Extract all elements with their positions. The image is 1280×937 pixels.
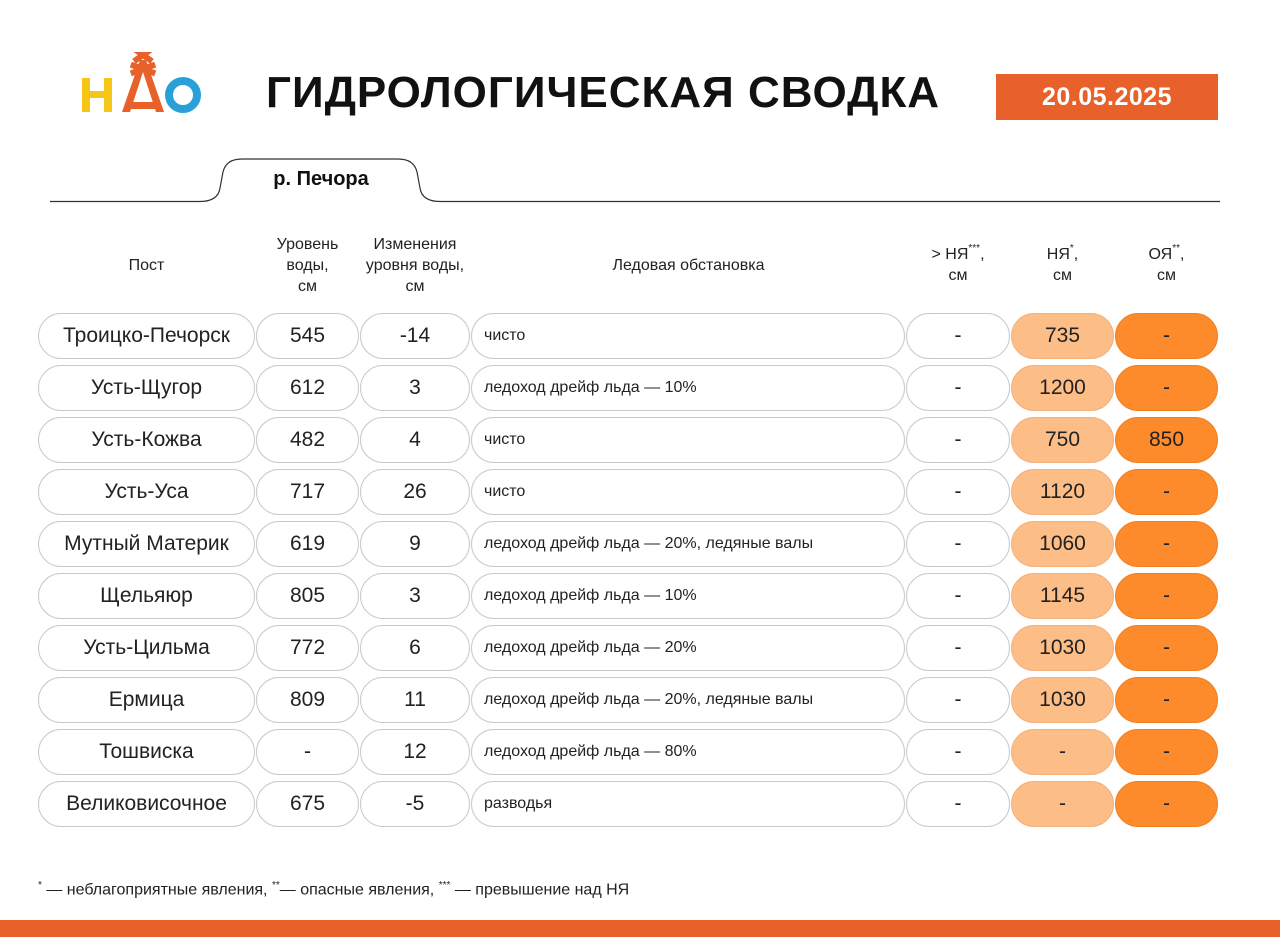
post-cell: Тошвиска: [38, 729, 255, 775]
page-title: ГИДРОЛОГИЧЕСКАЯ СВОДКА: [266, 68, 941, 117]
col-header-over-nya: > НЯ***, см: [931, 243, 985, 284]
over-nya-cell: -: [906, 313, 1010, 359]
col-header-ice: Ледовая обстановка: [612, 256, 765, 274]
logo-letter-o: [169, 81, 197, 109]
ice-cell: чисто: [471, 313, 905, 359]
ice-cell: ледоход дрейф льда — 20%: [471, 625, 905, 671]
level-cell: 545: [256, 313, 359, 359]
col-header-level: Уровень воды, см: [276, 235, 339, 295]
logo-letter-a: [122, 52, 164, 112]
change-cell: 12: [360, 729, 470, 775]
level-cell: -: [256, 729, 359, 775]
oya-cell: 850: [1115, 417, 1218, 463]
nya-cell: 1145: [1011, 573, 1114, 619]
ice-cell: ледоход дрейф льда — 10%: [471, 365, 905, 411]
ice-cell: чисто: [471, 417, 905, 463]
ice-cell: ледоход дрейф льда — 20%, ледяные валы: [471, 521, 905, 567]
change-cell: 11: [360, 677, 470, 723]
ice-cell: разводья: [471, 781, 905, 827]
change-cell: 26: [360, 469, 470, 515]
oya-cell: -: [1115, 365, 1218, 411]
nya-cell: 735: [1011, 313, 1114, 359]
post-cell: Усть-Уса: [38, 469, 255, 515]
over-nya-cell: -: [906, 781, 1010, 827]
col-header-change: Изменения уровня воды, см: [365, 235, 465, 295]
level-cell: 805: [256, 573, 359, 619]
post-cell: Усть-Цильма: [38, 625, 255, 671]
change-cell: 3: [360, 573, 470, 619]
river-tab[interactable]: р. Печора: [273, 168, 369, 190]
col-header-post: Пост: [128, 256, 165, 274]
change-cell: 4: [360, 417, 470, 463]
level-cell: 772: [256, 625, 359, 671]
change-cell: 3: [360, 365, 470, 411]
over-nya-cell: -: [906, 521, 1010, 567]
nya-cell: 1200: [1011, 365, 1114, 411]
post-cell: Великовисочное: [38, 781, 255, 827]
nya-cell: -: [1011, 729, 1114, 775]
level-cell: 809: [256, 677, 359, 723]
over-nya-cell: -: [906, 365, 1010, 411]
post-cell: Троицко-Печорск: [38, 313, 255, 359]
ice-cell: ледоход дрейф льда — 20%, ледяные валы: [471, 677, 905, 723]
over-nya-cell: -: [906, 677, 1010, 723]
bottom-accent-bar: [0, 920, 1280, 937]
oya-cell: -: [1115, 677, 1218, 723]
post-cell: Щельяюр: [38, 573, 255, 619]
oya-cell: -: [1115, 729, 1218, 775]
level-cell: 612: [256, 365, 359, 411]
over-nya-cell: -: [906, 469, 1010, 515]
nya-cell: 1060: [1011, 521, 1114, 567]
level-cell: 717: [256, 469, 359, 515]
post-cell: Ермица: [38, 677, 255, 723]
nao-logo: [80, 52, 204, 118]
ice-cell: чисто: [471, 469, 905, 515]
logo-letter-n: [82, 78, 112, 112]
level-cell: 675: [256, 781, 359, 827]
over-nya-cell: -: [906, 417, 1010, 463]
over-nya-cell: -: [906, 573, 1010, 619]
ice-cell: ледоход дрейф льда — 10%: [471, 573, 905, 619]
oya-cell: -: [1115, 521, 1218, 567]
oya-cell: -: [1115, 573, 1218, 619]
nya-cell: 1030: [1011, 625, 1114, 671]
level-cell: 482: [256, 417, 359, 463]
oya-cell: -: [1115, 469, 1218, 515]
ice-cell: ледоход дрейф льда — 80%: [471, 729, 905, 775]
nya-cell: 1030: [1011, 677, 1114, 723]
nya-cell: 750: [1011, 417, 1114, 463]
post-cell: Мутный Материк: [38, 521, 255, 567]
oya-cell: -: [1115, 313, 1218, 359]
nya-cell: -: [1011, 781, 1114, 827]
footnote: * — неблагоприятные явления, **— опасные явления, *** — превышение над НЯ: [38, 880, 630, 899]
oya-cell: -: [1115, 781, 1218, 827]
col-header-oya: ОЯ**, см: [1148, 243, 1185, 284]
over-nya-cell: -: [906, 729, 1010, 775]
change-cell: -5: [360, 781, 470, 827]
over-nya-cell: -: [906, 625, 1010, 671]
nya-cell: 1120: [1011, 469, 1114, 515]
post-cell: Усть-Щугор: [38, 365, 255, 411]
change-cell: 9: [360, 521, 470, 567]
oya-cell: -: [1115, 625, 1218, 671]
post-cell: Усть-Кожва: [38, 417, 255, 463]
col-header-nya: НЯ*, см: [1046, 243, 1079, 284]
level-cell: 619: [256, 521, 359, 567]
change-cell: -14: [360, 313, 470, 359]
change-cell: 6: [360, 625, 470, 671]
date-badge: 20.05.2025: [996, 74, 1218, 120]
